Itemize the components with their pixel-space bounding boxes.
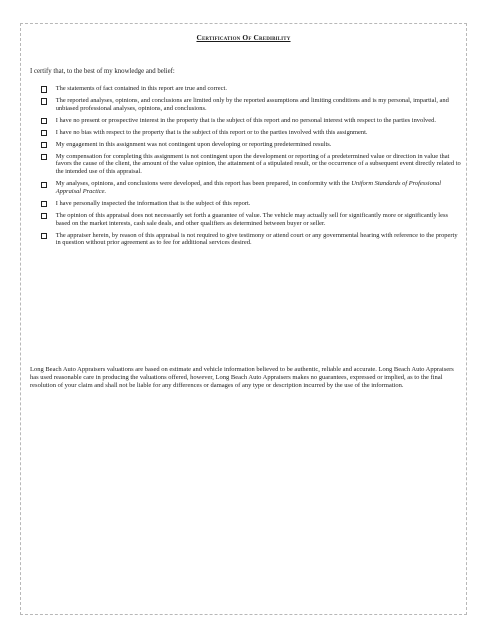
checkbox-icon (41, 201, 47, 207)
list-item-text (56, 180, 461, 195)
list-item-text: The reported analyses, opinions, and conclusions are limited only by the reported assumptions and limiting conditions and is my personal, impartial, and unbiased professional analyses, opinions, and conclusions. (55, 97, 449, 112)
list-item (41, 141, 461, 149)
checkbox-icon (41, 213, 47, 219)
list-item-text: The statements of fact contained in this report are true and correct. (55, 85, 227, 92)
document-page (20, 23, 467, 615)
checkbox-icon (41, 233, 47, 239)
list-item-text: I have no bias with respect to the property that is the subject of this report or to the parties involved with this assignment. (55, 128, 368, 136)
checkbox-icon (41, 142, 47, 148)
uspap-reference: Uniform Standards of Professional Appraisal Practice. (55, 180, 442, 195)
list-item (41, 232, 461, 247)
list-item (41, 97, 461, 112)
list-item-text: My engagement in this assignment was not contingent upon developing or reporting predetermined results. (55, 140, 332, 148)
list-item-text: The opinion of this appraisal does not necessarily set forth a guarantee of value. The vehicle may actually sell for significantly more or significantly less based on the market interests, cash sale deals, and other qualifiers as determined between buyer or seller. (55, 211, 448, 227)
list-item (41, 200, 461, 208)
checkbox-icon (41, 98, 47, 104)
document-title: Certification Of Credibility (196, 33, 291, 42)
certification-list (41, 85, 461, 251)
list-item-text: The appraiser herein, by reason of this appraisal is not required to give testimony or attend court or any governmental hearing with reference to the property in question without prior agreement as to fee for additional services desired. (55, 231, 458, 247)
intro-text: I certify that, to the best of my knowledge and belief: (30, 68, 175, 75)
checkbox-icon (41, 86, 47, 92)
list-item (41, 117, 461, 125)
checkbox-icon (41, 182, 47, 188)
list-item (41, 153, 461, 176)
list-item (41, 129, 461, 137)
checkbox-icon (41, 154, 47, 160)
list-item (41, 212, 461, 227)
checkbox-icon (41, 130, 47, 136)
list-item (41, 85, 461, 93)
disclaimer-paragraph: Long Beach Auto Appraisers valuations are based on estimate and vehicle information believed to be authentic, reliable and accurate. Long Beach Auto Appraisers has used reasonable care in producing the valuations offered, however, Long Beach Auto Appraisers makes no guarantees, expressed or implied, as to the final resolution of your claim and shall not be liable for any differences or damages of any type or description incurred by the use of the information. (30, 366, 454, 389)
checkbox-icon (41, 118, 47, 124)
list-item-text: I have no present or prospective interest in the property that is the subject of this report and no personal interest with respect to the parties involved. (55, 116, 436, 124)
list-item-text-main: My analyses, opinions, and conclusions were developed, and this report has been prepared, in conformity with the (55, 180, 350, 188)
list-item (41, 180, 461, 195)
list-item-text: My compensation for completing this assignment is not contingent upon the development or reporting of a predetermined value or direction in value that favors the cause of the client, the amount of the value opinion, the attainment of a stipulated result, or the occurrence of a subsequent event directly related to the intended use of this appraisal. (55, 152, 461, 176)
list-item-text: I have personally inspected the information that is the subject of this report. (55, 199, 251, 207)
